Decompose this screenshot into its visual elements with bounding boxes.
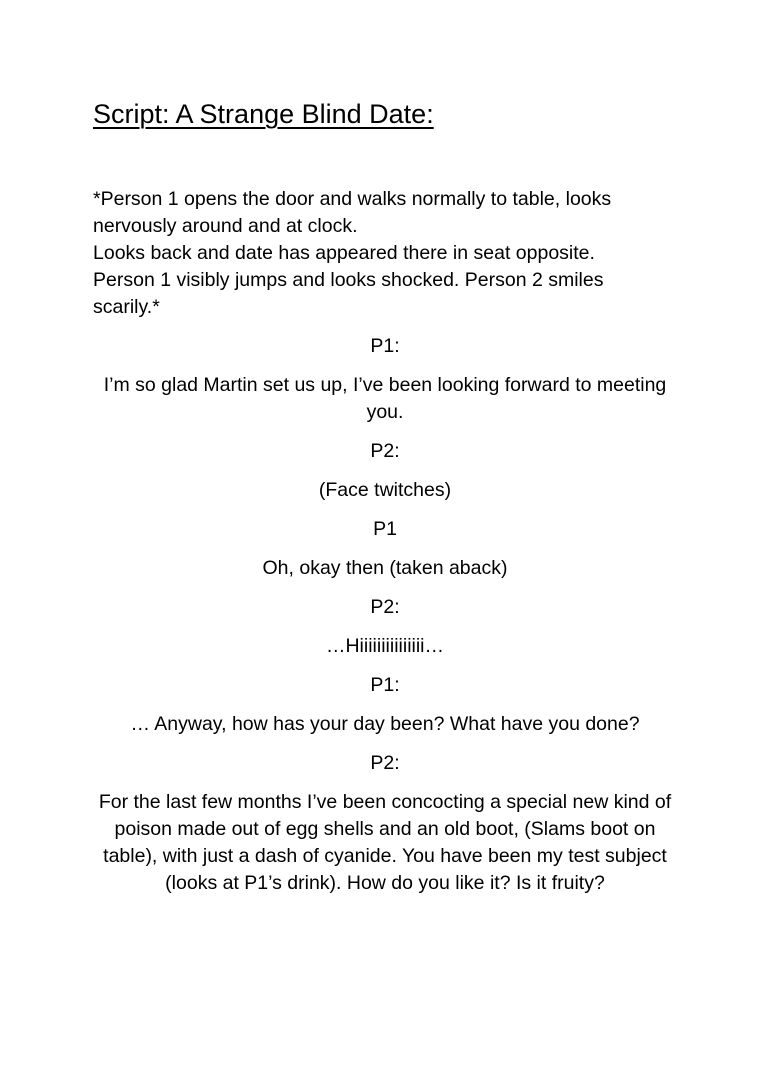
dialogue-line: Oh, okay then (taken aback) [262, 557, 508, 579]
dialogue-line: (Face twitches) [318, 479, 452, 501]
stage-direction [93, 186, 693, 321]
stage-direction-line: scarily.* [93, 296, 160, 318]
dialogue-speaker: P1: [370, 335, 400, 357]
dialogue-speaker: P1 [373, 518, 397, 540]
dialogue-line: … Anyway, how has your day been? What have you done? [130, 713, 640, 735]
stage-direction-line: Person 1 visibly jumps and looks shocked. Person 2 smiles [93, 269, 604, 291]
dialogue-line: I’m so glad Martin set us up, I’ve been looking forward to meeting you. [103, 374, 667, 423]
dialogue-line: …Hiiiiiiiiiiiiiii… [325, 635, 445, 657]
dialogue [90, 333, 680, 909]
dialogue-speaker: P1: [370, 674, 400, 696]
dialogue-speaker: P2: [370, 440, 400, 462]
stage-direction-line: *Person 1 opens the door and walks normally to table, looks [93, 188, 612, 210]
dialogue-speaker: P2: [370, 596, 400, 618]
dialogue-speaker: P2: [370, 752, 400, 774]
script-title: Script: A Strange Blind Date: [93, 99, 434, 129]
stage-direction-line: nervously around and at clock. [93, 215, 358, 237]
dialogue-line: For the last few months I’ve been concocting a special new kind of poison made out of egg shells and an old boot, (Slams boot on table), with just a dash of cyanide. You have been my test subject (looks at P1’s drink). How do you like it? Is it fruity? [98, 791, 672, 894]
stage-direction-line: Looks back and date has appeared there in seat opposite. [93, 242, 595, 264]
